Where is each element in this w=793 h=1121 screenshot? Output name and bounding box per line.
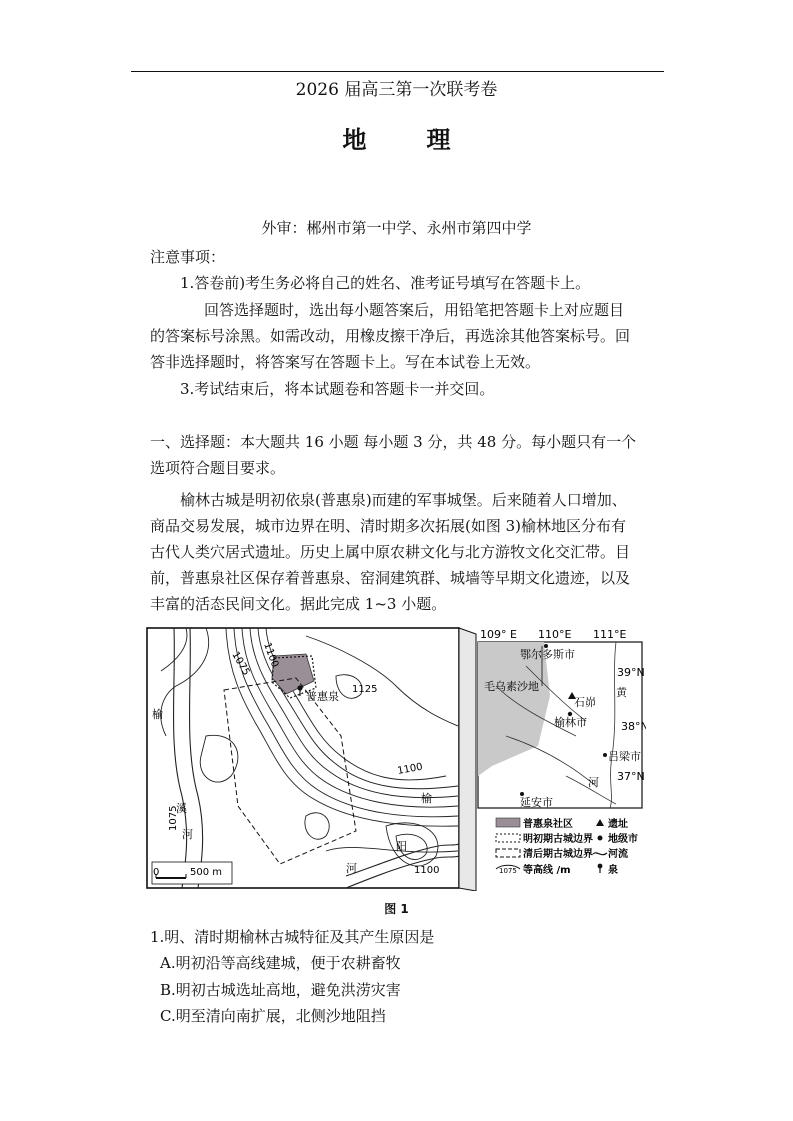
lon-label-110: 110°E [538, 628, 572, 641]
scale-bar [152, 862, 232, 884]
river-label-xi: 溪 [176, 802, 187, 815]
scale-zero: 0 [153, 867, 160, 878]
notice-item-3: 3.考试结束后，将本试题卷和答题卡一并交回。 [180, 380, 495, 398]
notice-heading: 注意事项： [150, 248, 226, 266]
contour-label-1100-top: 1100 [261, 641, 281, 669]
passage-line-2: 商品交易发展，城市边界在明、清时期多次拓展(如图 3)榆林地区分布有 [150, 517, 627, 535]
place-ordos: 鄂尔多斯市 [520, 648, 575, 661]
exam-title: 2026 届高三第一次联考卷 [295, 80, 498, 100]
place-shimao: 石峁 [574, 696, 596, 709]
question-1-option-b: B.明初古城选址高地，避免洪涝灾害 [160, 981, 401, 999]
reviewer-line: 外审：郴州市第一中学、永州市第四中学 [261, 219, 532, 237]
figure-caption: 图 1 [384, 902, 409, 916]
notice-item-1: 1.答卷前)考生务必将自己的姓名、准考证号填写在答题卡上。 [180, 274, 591, 292]
place-yulin: 榆林市 [554, 716, 587, 729]
legend-community-swatch [496, 818, 520, 827]
yellow-river-label-1: 黄 [616, 686, 627, 699]
place-mu-us-desert: 毛乌素沙地 [484, 680, 539, 693]
legend-spring: 泉 [608, 865, 618, 876]
legend [496, 817, 638, 876]
notice-item-2-line-3: 答非选择题时，将答案写在答题卡上。写在本试卷上无效。 [150, 353, 541, 371]
legend-ming-swatch [496, 834, 520, 842]
figure-1 [146, 626, 646, 891]
legend-contour: 等高线 /m [523, 865, 571, 876]
passage-line-3: 古代人类穴居式遗址。历史上属中原农耕文化与北方游牧文化交汇带。目 [150, 543, 631, 561]
legend-city: 地级市 [608, 834, 638, 845]
legend-river: 河流 [608, 849, 628, 860]
legend-city-icon [598, 836, 603, 841]
river-label-he: 河 [182, 828, 193, 841]
question-1-option-c: C.明至清向南扩展，北侧沙地阻挡 [160, 1007, 386, 1025]
contour-label-1075-left: 1075 [168, 805, 179, 831]
river2-label-yang: 阳 [396, 840, 407, 853]
luliang-dot [603, 753, 607, 757]
legend-ruins-icon [596, 819, 604, 826]
place-luliang: 吕梁市 [608, 750, 641, 763]
contour-label-1100-bottom: 1100 [414, 865, 440, 876]
notice-item-2-line-1: 回答选择题时，选出每小题答案后，用铅笔把答题卡上对应题目 [204, 301, 625, 319]
river-label-yu: 榆 [152, 708, 163, 721]
contour-label-1125: 1125 [352, 684, 378, 695]
legend-ruins: 遗址 [608, 819, 628, 830]
spring-label: 普惠泉 [306, 690, 339, 703]
legend-qing-swatch [496, 849, 520, 857]
question-1-stem: 1.明、清时期榆林古城特征及其产生原因是 [150, 928, 435, 946]
lat-label-39: 39°N [617, 666, 645, 679]
lon-label-111: 111°E [593, 628, 627, 641]
main-topographic-map [147, 628, 476, 891]
legend-river-icon [593, 853, 607, 855]
legend-spring-icon [598, 864, 603, 873]
contour-label-1075-top: 1075 [229, 650, 252, 678]
inset-location-map [478, 628, 646, 809]
passage-line-4: 前，普惠泉社区保存着普惠泉、窑洞建筑群、城墙等早期文化遗迹，以及 [150, 569, 631, 587]
legend-community: 普惠泉社区 [523, 819, 573, 830]
contour-label-1100-mid: 1100 [396, 761, 424, 777]
legend-qing-wall: 清后期古城边界 [523, 849, 593, 860]
lat-label-37: 37°N [617, 770, 645, 783]
notice-item-2-line-2: 的答案标号涂黑。如需改动，用橡皮擦干净后，再选涂其他答案标号。回 [150, 327, 631, 345]
river2-label-he: 河 [346, 862, 357, 875]
lon-label-109: 109° E [480, 628, 517, 641]
place-yanan: 延安市 [520, 796, 553, 809]
passage-line-5: 丰富的活态民间文化。据此完成 1~3 小题。 [150, 595, 447, 613]
section-heading-line-1: 一、选择题：本大题共 16 小题 每小题 3 分，共 48 分。每小题只有一个 [150, 433, 637, 451]
yellow-river-label-2: 河 [588, 776, 599, 789]
lat-label-38: 38°N [621, 720, 646, 733]
scale-label: 500 m [190, 867, 223, 878]
passage-line-1: 榆林古城是明初依泉(普惠泉)而建的军事城堡。后来随着人口增加、 [180, 491, 627, 509]
legend-ming-wall: 明初期古城边界 [523, 834, 593, 845]
legend-contour-sample: 1075 [499, 867, 517, 875]
question-1-option-a: A.明初沿等高线建城，便于农耕畜牧 [160, 954, 401, 972]
section-heading-line-2: 选项符合题目要求。 [150, 459, 286, 477]
header-rule [131, 71, 664, 72]
river2-label-yu: 榆 [421, 792, 432, 805]
subject-title: 地理 [342, 126, 511, 154]
